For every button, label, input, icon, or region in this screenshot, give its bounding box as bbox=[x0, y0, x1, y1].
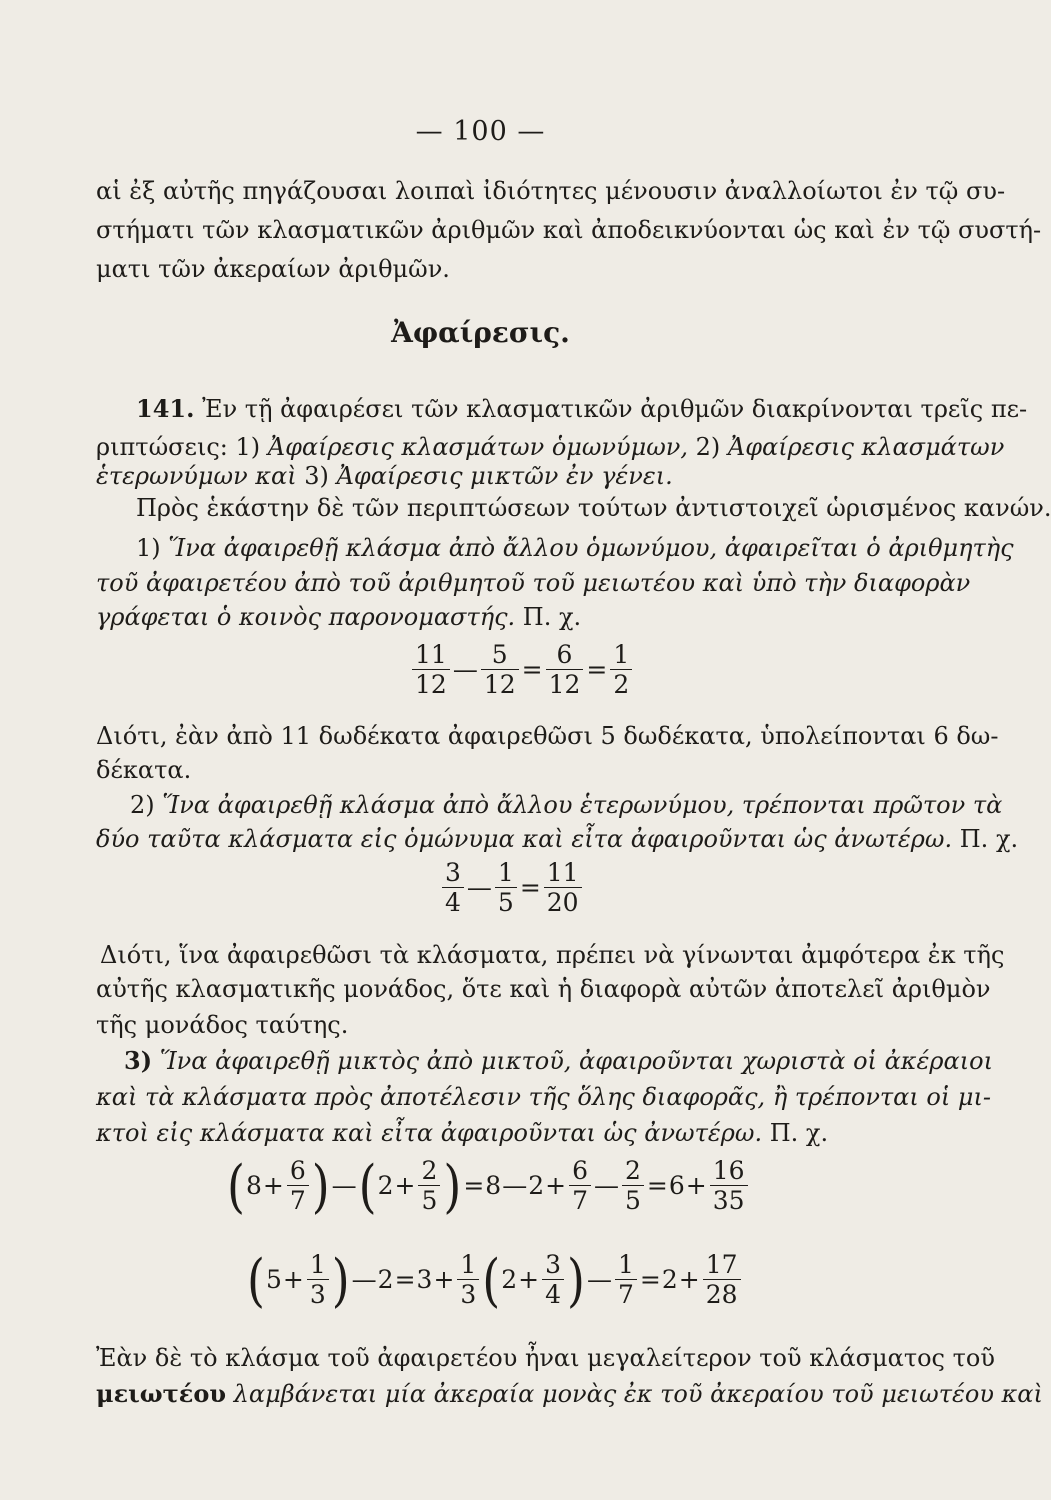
rule3-line3 bbox=[96, 1116, 946, 1150]
sec141-l2d: Ἀφαίρεσις κλασμάτων bbox=[727, 433, 1005, 461]
para1-line3: ματι τῶν ἀκεραίων ἀριθμῶν. bbox=[96, 255, 450, 283]
rule2-line1 bbox=[130, 788, 1003, 822]
fraction: $\frac{5}{12}$ bbox=[481, 642, 519, 697]
fraction: $\frac{3}{4}$ bbox=[442, 860, 464, 915]
fraction: $\frac{17}{28}$ bbox=[703, 1252, 741, 1307]
sec141-l3b: 3) bbox=[304, 462, 329, 490]
final-line2 bbox=[96, 1377, 1043, 1411]
fraction: $\frac{1}{3}$ bbox=[307, 1252, 329, 1307]
fraction: $\frac{1}{3}$ bbox=[457, 1252, 479, 1307]
fraction: $\frac{16}{35}$ bbox=[710, 1158, 748, 1213]
rule3-number: 3) bbox=[124, 1046, 153, 1075]
rule3-text1: Ἵνα ἀφαιρεθῇ μικτὸς ἀπὸ μικτοῦ, ἀφαιροῦνται χωριστὰ οἱ ἀκέραιοι bbox=[159, 1047, 993, 1075]
fraction: $\frac{11}{12}$ bbox=[412, 642, 450, 697]
final-line1: Ἐὰν δὲ τὸ κλάσμα τοῦ ἀφαιρετέου ἦναι μεγαλείτερον τοῦ κλάσματος τοῦ bbox=[96, 1344, 995, 1372]
fraction: $\frac{11}{20}$ bbox=[544, 860, 582, 915]
final-l2a: μειωτέου bbox=[96, 1379, 227, 1408]
page-number: — 100 — bbox=[415, 116, 546, 147]
fraction: $\frac{1}{5}$ bbox=[495, 860, 517, 915]
fraction: $\frac{2}{5}$ bbox=[418, 1158, 440, 1213]
rule2-text1: Ἵνα ἀφαιρεθῇ κλάσμα ἀπὸ ἄλλου ἑτερωνύμου, τρέπονται πρῶτον τὰ bbox=[162, 791, 1003, 819]
sec141-l3a: ἑτερωνύμων καὶ bbox=[96, 462, 297, 490]
rule1-text1: Ἵνα ἀφαιρεθῇ κλάσμα ἀπὸ ἄλλου ὁμωνύμου, ἀφαιρεῖται ὁ ἀριθμητὴς bbox=[168, 534, 1014, 562]
para1-line2: στήματι τῶν κλασματικῶν ἀριθμῶν καὶ ἀποδεικνύονται ὡς καὶ ἐν τῷ συστή- bbox=[96, 216, 1042, 244]
fraction: $\frac{1}{7}$ bbox=[615, 1252, 637, 1307]
rule2-example-label: Π. χ. bbox=[959, 825, 1019, 853]
rule2-why-line3: τῆς μονάδος ταύτης. bbox=[96, 1011, 349, 1039]
rule3-example-label: Π. χ. bbox=[769, 1119, 829, 1147]
rule2-text2: δύο ταῦτα κλάσματα εἰς ὁμώνυμα καὶ εἶτα ἀφαιροῦνται ὡς ἀνωτέρω. bbox=[96, 825, 953, 853]
rule1-example-label: Π. χ. bbox=[522, 603, 582, 631]
rule2-why-line2: αὐτῆς κλασματικῆς μονάδος, ὅτε καὶ ἡ διαφορὰ αὐτῶν ἀποτελεῖ ἀριθμὸν bbox=[96, 975, 991, 1003]
sec141-l2b: Ἀφαίρεσις κλασμάτων ὁμωνύμων, bbox=[267, 433, 688, 461]
rule1-text3: γράφεται ὁ κοινὸς παρονομαστής. bbox=[96, 603, 516, 631]
fraction: $\frac{2}{5}$ bbox=[622, 1158, 644, 1213]
sec141-l2c: 2) bbox=[695, 433, 721, 461]
rule2-number: 2) bbox=[130, 791, 155, 819]
sec141-line1 bbox=[136, 392, 1028, 426]
sec141-line1-text: Ἐν τῇ ἀφαιρέσει τῶν κλασματικῶν ἀριθμῶν διακρίνονται τρεῖς πε- bbox=[202, 395, 1028, 423]
fraction: $\frac{6}{7}$ bbox=[569, 1158, 591, 1213]
sec141-l3c: Ἀφαίρεσις μικτῶν ἐν γένει. bbox=[336, 462, 673, 490]
fraction: $\frac{6}{12}$ bbox=[546, 642, 584, 697]
rule3-equation1: ( 8 + $\frac{6}{7}$ ) — ( 2 + $\frac{2}{5}$ ) = 8 — 2 + $\frac{6}{7}$ — $\frac{2}{5}$ = 6 + $\frac{16}{35}$ bbox=[226, 1158, 750, 1213]
rule1-why-line1: Διότι, ἐὰν ἀπὸ 11 δωδέκατα ἀφαιρεθῶσι 5 δωδέκατα, ὑπολείπονται 6 δω- bbox=[96, 722, 999, 750]
rule3-line2: καὶ τὰ κλάσματα πρὸς ἀποτέλεσιν τῆς ὅλης διαφορᾶς, ἢ τρέπονται οἱ μι- bbox=[96, 1083, 992, 1111]
rule1-line2: τοῦ ἀφαιρετέου ἀπὸ τοῦ ἀριθμητοῦ τοῦ μειωτέου καὶ ὑπὸ τὴν διαφορὰν bbox=[96, 569, 971, 597]
section-number: 141. bbox=[136, 394, 195, 423]
rule1-why-line2: δέκατα. bbox=[96, 756, 192, 784]
rule2-equation: $\frac{3}{4}$ — $\frac{1}{5}$ = $\frac{11}{20}$ bbox=[440, 860, 584, 915]
final-l2b: λαμβάνεται μία ἀκεραία μονὰς ἐκ τοῦ ἀκεραίου τοῦ μειωτέου καὶ bbox=[233, 1380, 1043, 1408]
sec141-line4: Πρὸς ἑκάστην δὲ τῶν περιπτώσεων τούτων ἀντιστοιχεῖ ὡρισμένος κανών. bbox=[136, 494, 1051, 522]
rule3-line1 bbox=[124, 1044, 993, 1078]
rule1-line1 bbox=[136, 531, 1014, 565]
sec141-line3 bbox=[96, 459, 946, 493]
fraction: $\frac{6}{7}$ bbox=[287, 1158, 309, 1213]
rule2-line2 bbox=[96, 822, 1019, 856]
section-heading: Ἀφαίρεσις. bbox=[391, 316, 570, 349]
rule1-line3 bbox=[96, 600, 946, 634]
fraction: $\frac{1}{2}$ bbox=[610, 642, 632, 697]
sec141-l2a: ριπτώσεις: 1) bbox=[96, 433, 261, 461]
para1-line1: αἱ ἐξ αὐτῆς πηγάζουσαι λοιπαὶ ἰδιότητες μένουσιν ἀναλλοίωτοι ἐν τῷ συ- bbox=[96, 177, 1006, 205]
rule1-equation: $\frac{11}{12}$ — $\frac{5}{12}$ = $\frac{6}{12}$ = $\frac{1}{2}$ bbox=[410, 642, 634, 697]
fraction: $\frac{3}{4}$ bbox=[542, 1252, 564, 1307]
rule3-equation2: ( 5 + $\frac{1}{3}$ ) — 2 = 3 + $\frac{1}{3}$ ( 2 + $\frac{3}{4}$ ) — $\frac{1}{7}$ = 2 + $\frac{17}{28}$ bbox=[246, 1252, 743, 1307]
rule2-why-line1: Διότι, ἵνα ἀφαιρεθῶσι τὰ κλάσματα, πρέπει νὰ γίνωνται ἀμφότερα ἐκ τῆς bbox=[100, 941, 1005, 969]
rule3-text3: κτοὶ εἰς κλάσματα καὶ εἶτα ἀφαιροῦνται ὡς ἀνωτέρω. bbox=[96, 1119, 763, 1147]
rule1-number: 1) bbox=[136, 534, 161, 562]
